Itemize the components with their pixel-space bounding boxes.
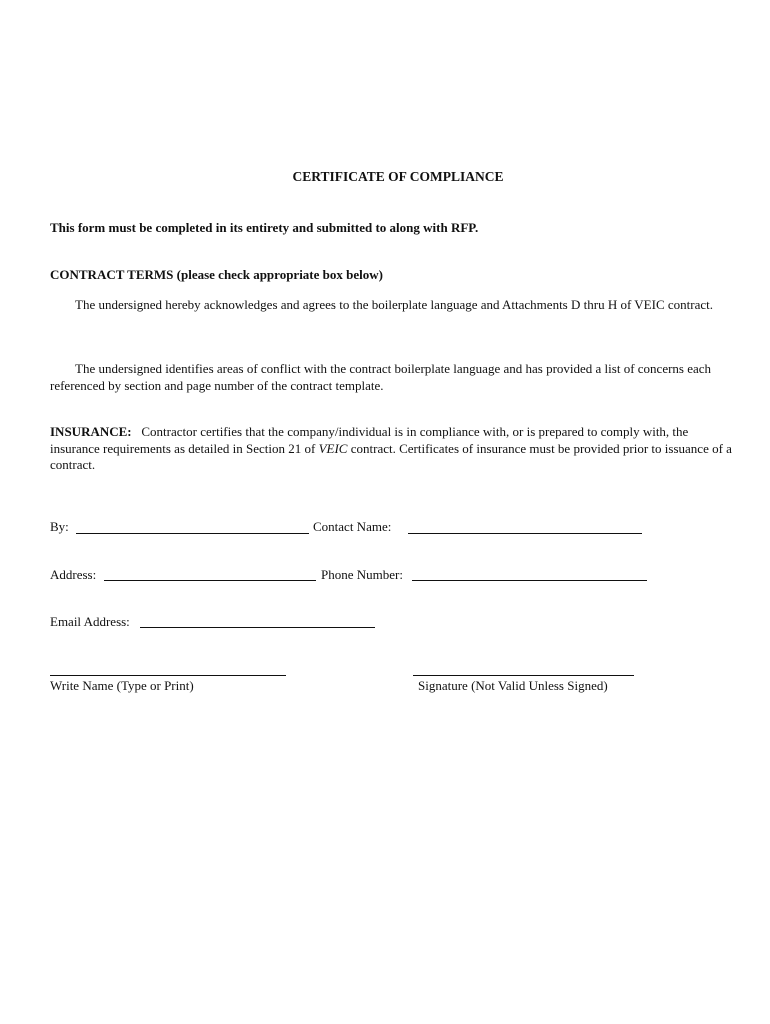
contact-name-field[interactable] [408, 533, 642, 534]
insurance-text-part2: contract. Certificates of insurance must be provided prior to issuance of a contract. [50, 440, 732, 472]
insurance-text-part1: Contractor certifies that the company/individual is in compliance with, or is prepared to comply with, the insurance requirements as detailed in Section 21 of [50, 424, 689, 456]
contact-name-label: Contact Name: [313, 519, 392, 534]
address-field[interactable] [104, 580, 316, 581]
email-address-field[interactable] [140, 627, 375, 628]
insurance-label: INSURANCE: [50, 424, 132, 439]
instruction-text: This form must be completed in its entirety and submitted to along with RFP. [50, 220, 479, 235]
signature-line[interactable] [413, 675, 634, 676]
write-name-caption: Write Name (Type or Print) [50, 678, 194, 693]
write-name-line[interactable] [50, 675, 286, 676]
contract-terms-heading: CONTRACT TERMS (please check appropriate box below) [50, 267, 383, 282]
by-field[interactable] [76, 533, 309, 534]
document-title: CERTIFICATE OF COMPLIANCE [292, 169, 504, 184]
email-address-label: Email Address: [50, 614, 130, 629]
insurance-paragraph [50, 424, 740, 474]
address-label: Address: [50, 567, 97, 582]
option-agree-text: The undersigned hereby acknowledges and agrees to the boilerplate language and Attachments D thru H of VEIC contract. [75, 297, 713, 312]
phone-number-field[interactable] [412, 580, 647, 581]
insurance-veic-emphasis: VEIC [318, 440, 348, 456]
signature-caption: Signature (Not Valid Unless Signed) [418, 678, 608, 693]
by-label: By: [50, 519, 69, 534]
option-conflict-text: The undersigned identifies areas of conflict with the contract boilerplate language and has provided a list of concerns each referenced by section and page number of the contract template. [50, 361, 712, 393]
phone-number-label: Phone Number: [321, 567, 403, 582]
